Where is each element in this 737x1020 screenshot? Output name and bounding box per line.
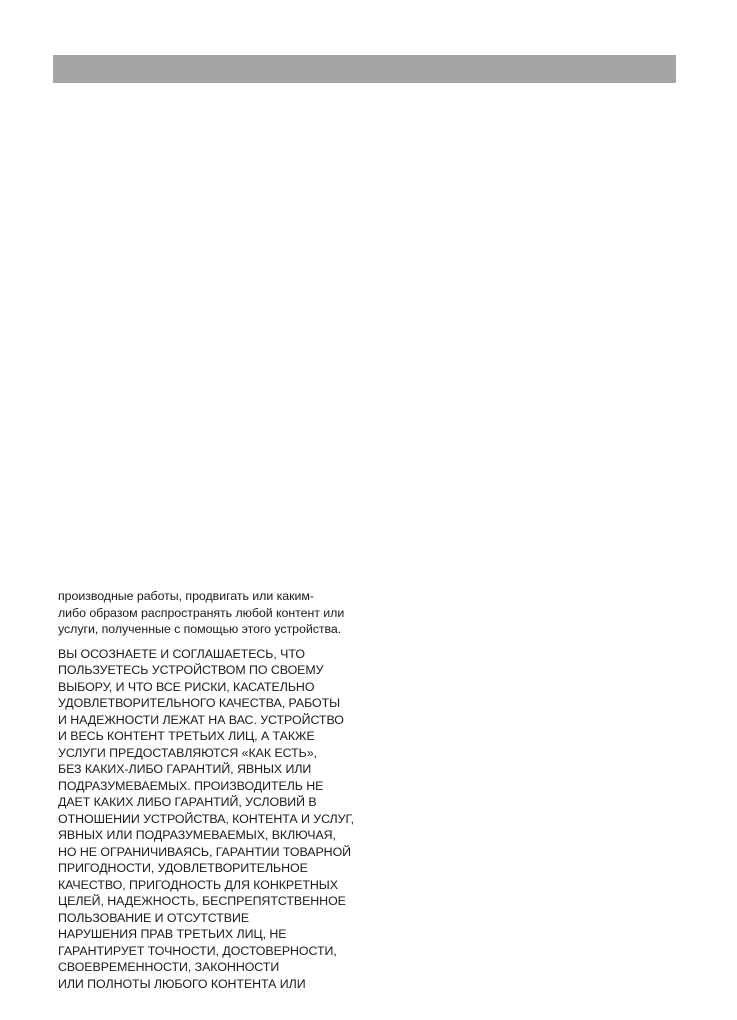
paragraph-continuation: производные работы, продвигать или каким- либо образом распространять любой контент или услуги, полученные с помощью этого устройства. — [58, 589, 345, 636]
paragraph-disclaimer: ВЫ ОСОЗНАЕТЕ И СОГЛАШАЕТЕСЬ, ЧТО ПОЛЬЗУЕТЕСЬ УСТРОЙСТВОМ ПО СВОЕМУ ВЫБОРУ, И ЧТО ВСЕ РИСКИ, КАСАТЕЛЬНО УДОВЛЕТВОРИТЕЛЬНОГО КАЧЕСТВА, РАБОТЫ И НАДЕЖНОСТИ ЛЕЖАТ НА ВАС. УСТРОЙСТВО И ВЕСЬ КОНТЕНТ ТРЕТЬИХ ЛИЦ, А ТАКЖЕ УСЛУГИ ПРЕДОСТАВЛЯЮТСЯ «КАК ЕСТЬ», БЕЗ КАКИХ-ЛИБО ГАРАНТИЙ, ЯВНЫХ ИЛИ ПОДРАЗУМЕВАЕМЫХ. ПРОИЗВОДИТЕЛЬ НЕ ДАЕТ КАКИХ ЛИБО ГАРАНТИЙ, УСЛОВИЙ В ОТНОШЕНИИ УСТРОЙСТВА, КОНТЕНТА И УСЛУГ, ЯВНЫХ ИЛИ ПОДРАЗУМЕВАЕМЫХ, ВКЛЮЧАЯ, НО НЕ ОГРАНИЧИВАЯСЬ, ГАРАНТИИ ТОВАРНОЙ ПРИГОДНОСТИ, УДОВЛЕТВОРИТЕЛЬНОЕ КАЧЕСТВО, ПРИГОДНОСТЬ ДЛЯ КОНКРЕТНЫХ ЦЕЛЕЙ, НАДЕЖНОСТЬ, БЕСПРЕПЯТСТВЕННОЕ ПОЛЬЗОВАНИЕ И ОТСУТСТВИЕ НАРУШЕНИЯ ПРАВ ТРЕТЬИХ ЛИЦ, НЕ ГАРАНТИРУЕТ ТОЧНОСТИ, ДОСТОВЕРНОСТИ, СВОЕВРЕМЕННОСТИ, ЗАКОННОСТИ ИЛИ ПОЛНОТЫ ЛЮБОГО КОНТЕНТА ИЛИ — [58, 646, 354, 991]
header-bar — [53, 55, 676, 83]
document-text-column — [58, 588, 388, 992]
